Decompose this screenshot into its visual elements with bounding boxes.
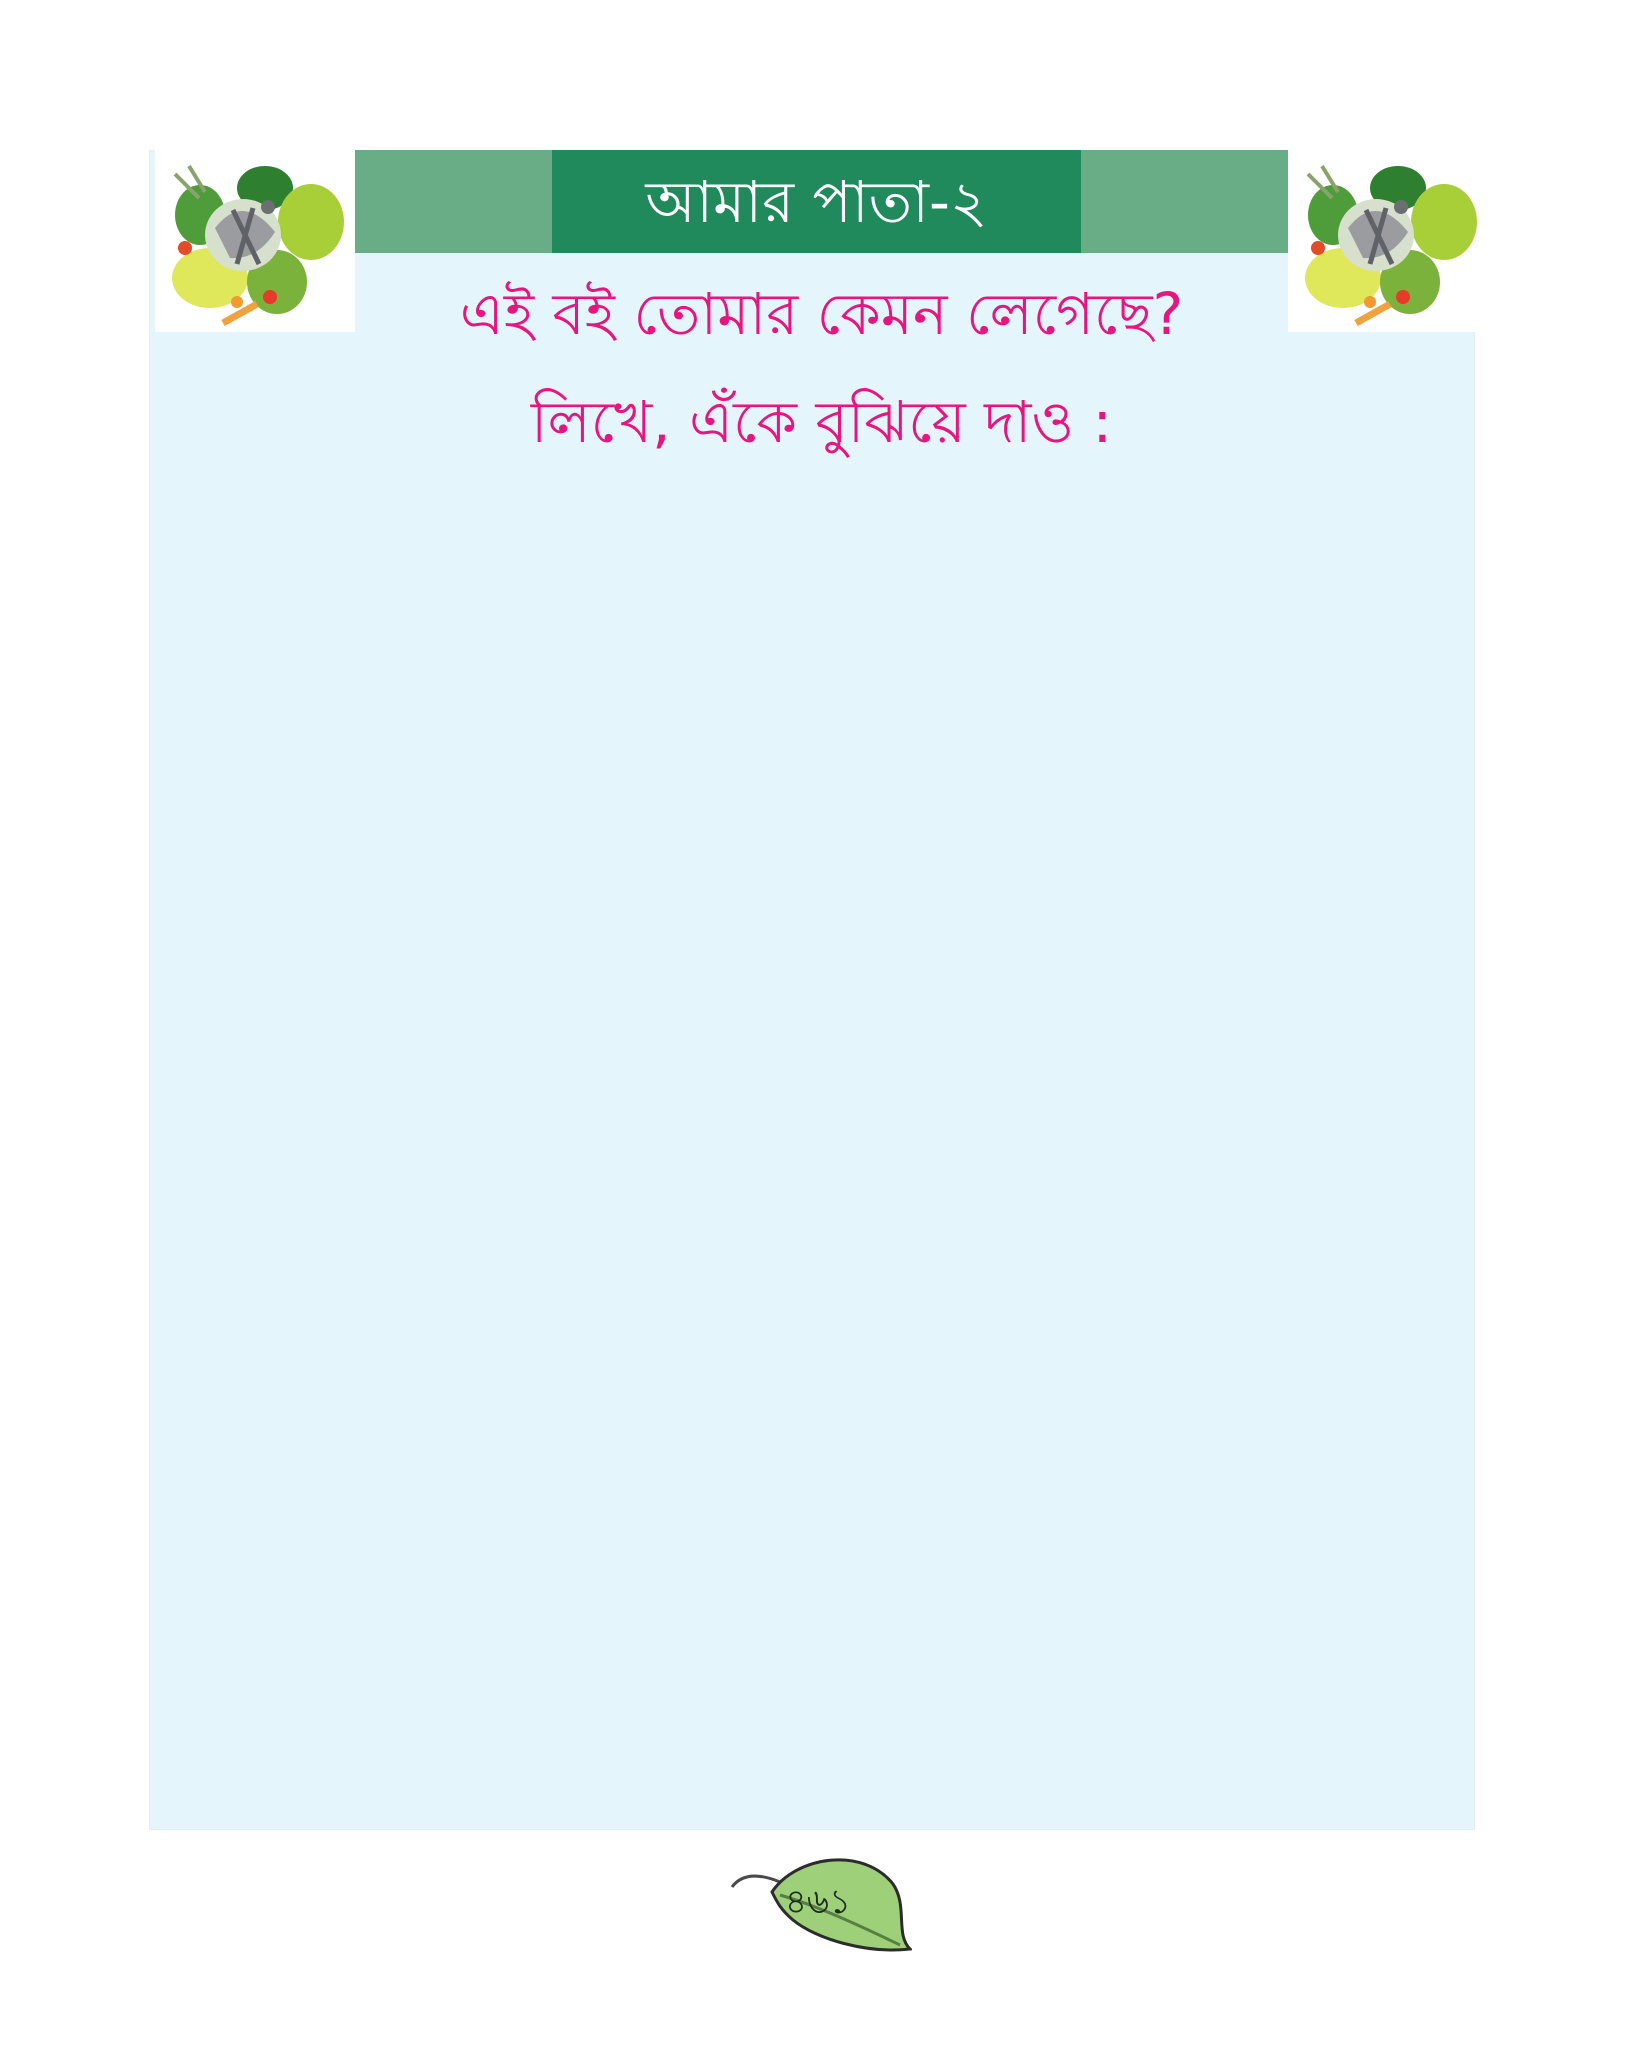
page-title: আমার পাতা-২ [552,150,1081,253]
feedback-instruction: লিখে, এঁকে বুঝিয়ে দাও : [530,388,1113,456]
feedback-question: এই বই তোমার কেমন লেগেছে? [459,280,1184,348]
page-number: ৪৬১ [784,1882,852,1922]
foliage-illustration-icon [155,150,355,332]
foliage-illustration-icon [1288,150,1488,332]
